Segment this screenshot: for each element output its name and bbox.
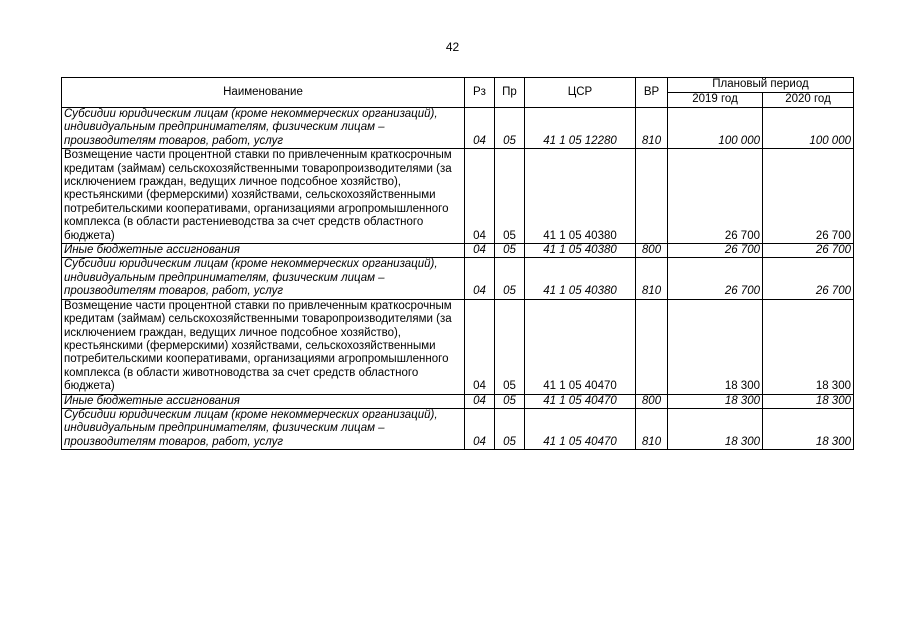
cell-pr: 05	[495, 258, 525, 299]
cell-name: Возмещение части процентной ставки по привлеченным краткосрочным кредитам (займам) сельскохозяйственными товаропроизводителями (за исключением граждан, ведущих личное подсобное хозяйство), крестьянскими (фермерскими) хозяйствами, сельскохозяйственными потребительскими кооперативами, организациями агропромышленного комплекса (в области животноводства за счет средств областного бюджета)	[62, 299, 465, 394]
table-header	[62, 78, 854, 108]
header-year-2020: 2020 год	[763, 93, 854, 108]
cell-pr: 05	[495, 408, 525, 449]
cell-vr	[636, 299, 668, 394]
cell-name: Возмещение части процентной ставки по привлеченным краткосрочным кредитам (займам) сельскохозяйственными товаропроизводителями (за исключением граждан, ведущих личное подсобное хозяйство), крестьянскими (фермерскими) хозяйствами, сельскохозяйственными потребительскими кооперативами, организациями агропромышленного комплекса (в области растениеводства за счет средств областного бюджета)	[62, 149, 465, 244]
cell-2019: 26 700	[668, 149, 763, 244]
cell-2019: 18 300	[668, 408, 763, 449]
cell-2020: 26 700	[763, 149, 854, 244]
header-vr: ВР	[636, 78, 668, 108]
page-number: 42	[445, 40, 460, 54]
cell-2019: 26 700	[668, 258, 763, 299]
cell-2020: 100 000	[763, 108, 854, 149]
cell-csr: 41 1 05 40380	[525, 258, 636, 299]
table-row	[62, 408, 854, 449]
cell-2020: 26 700	[763, 258, 854, 299]
cell-pr: 05	[495, 394, 525, 408]
cell-rz: 04	[465, 258, 495, 299]
cell-rz: 04	[465, 299, 495, 394]
cell-pr: 05	[495, 299, 525, 394]
table-body	[62, 108, 854, 450]
budget-table	[61, 77, 854, 450]
header-rz: Рз	[465, 78, 495, 108]
cell-csr: 41 1 05 40470	[525, 299, 636, 394]
cell-name: Субсидии юридическим лицам (кроме некоммерческих организаций), индивидуальным предпринимателям, физическим лицам – производителям товаров, работ, услуг	[62, 108, 465, 149]
table-row	[62, 299, 854, 394]
header-name: Наименование	[62, 78, 465, 108]
cell-name: Иные бюджетные ассигнования	[62, 244, 465, 258]
header-pr: Пр	[495, 78, 525, 108]
cell-2019: 18 300	[668, 394, 763, 408]
cell-2020: 18 300	[763, 299, 854, 394]
cell-name: Иные бюджетные ассигнования	[62, 394, 465, 408]
header-csr: ЦСР	[525, 78, 636, 108]
cell-2020: 26 700	[763, 244, 854, 258]
cell-vr: 800	[636, 394, 668, 408]
cell-2019: 100 000	[668, 108, 763, 149]
cell-rz: 04	[465, 149, 495, 244]
cell-csr: 41 1 05 40380	[525, 149, 636, 244]
cell-csr: 41 1 05 40470	[525, 408, 636, 449]
table-row	[62, 258, 854, 299]
cell-name: Субсидии юридическим лицам (кроме некоммерческих организаций), индивидуальным предпринимателям, физическим лицам – производителям товаров, работ, услуг	[62, 258, 465, 299]
cell-pr: 05	[495, 244, 525, 258]
cell-2020: 18 300	[763, 394, 854, 408]
table-row	[62, 108, 854, 149]
header-year-2019: 2019 год	[668, 93, 763, 108]
cell-vr: 810	[636, 258, 668, 299]
cell-rz: 04	[465, 108, 495, 149]
cell-2019: 18 300	[668, 299, 763, 394]
cell-vr	[636, 149, 668, 244]
cell-csr: 41 1 05 40470	[525, 394, 636, 408]
cell-pr: 05	[495, 108, 525, 149]
cell-vr: 810	[636, 408, 668, 449]
table-row	[62, 394, 854, 408]
table-row	[62, 244, 854, 258]
cell-2020: 18 300	[763, 408, 854, 449]
cell-name: Субсидии юридическим лицам (кроме некоммерческих организаций), индивидуальным предпринимателям, физическим лицам – производителям товаров, работ, услуг	[62, 408, 465, 449]
cell-pr: 05	[495, 149, 525, 244]
cell-csr: 41 1 05 40380	[525, 244, 636, 258]
cell-rz: 04	[465, 244, 495, 258]
cell-2019: 26 700	[668, 244, 763, 258]
cell-vr: 810	[636, 108, 668, 149]
cell-rz: 04	[465, 394, 495, 408]
cell-rz: 04	[465, 408, 495, 449]
cell-vr: 800	[636, 244, 668, 258]
table-row	[62, 149, 854, 244]
header-planned-period: Плановый период	[668, 78, 854, 93]
cell-csr: 41 1 05 12280	[525, 108, 636, 149]
